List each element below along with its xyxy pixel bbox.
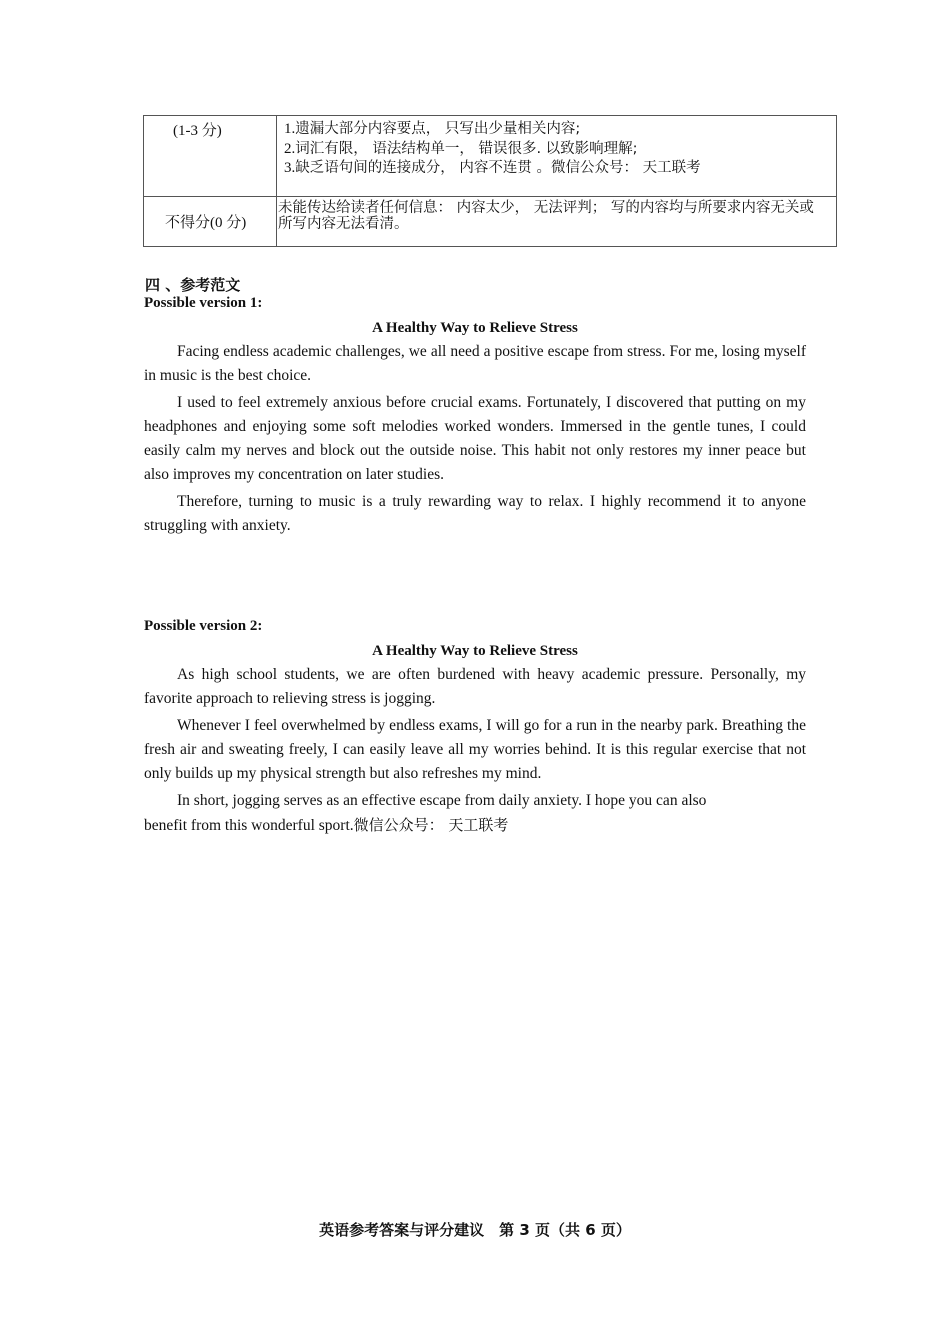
criterion-item: 1.遗漏大部分内容要点， 只写出少量相关内容; (284, 121, 581, 137)
essay-1-title: A Healthy Way to Relieve Stress (372, 320, 578, 336)
section-heading: 四 、参考范文 (145, 276, 241, 294)
essay-2-title: A Healthy Way to Relieve Stress (372, 643, 578, 659)
essay-paragraph: As high school students, we are often burdened with heavy academic pressure. Personally, my favorite approach to relieving stress is jogging. (144, 666, 806, 707)
version-1-label: Possible version 1: (144, 295, 263, 311)
score-level-0: 不得分(0 分) (165, 215, 247, 231)
page-footer: 英语参考答案与评分建议 第 3 页（共 6 页） (319, 1221, 631, 1239)
essay-paragraph (144, 789, 806, 838)
essay-2-body (144, 663, 806, 838)
table-row (144, 116, 837, 197)
score-level-cell (144, 116, 277, 197)
score-description-cell (277, 116, 837, 197)
criteria-list (277, 116, 836, 179)
essay-1-body (144, 340, 806, 541)
zero-score-description: 未能传达给读者任何信息： 内容太少， 无法评判； 写的内容均与所要求内容无关或所写内容无法看清。 (278, 200, 814, 232)
score-level-1-3: (1-3 分) (173, 123, 222, 139)
essay-paragraph: Therefore, turning to music is a truly rewarding way to relax. I highly recommend it to anyone struggling with anxiety. (144, 493, 806, 534)
essay-paragraph: Whenever I feel overwhelmed by endless exams, I will go for a run in the nearby park. Breathing the fresh air and sweating freely, I can easily leave all my worries behind. It is this regular exercise that not only builds up my physical strength but also refreshes my mind. (144, 717, 806, 782)
score-description-cell (277, 197, 837, 247)
wechat-note: 微信公众号： 天工联考 (353, 816, 509, 834)
criterion-item: 2.词汇有限， 语法结构单一， 错误很多. 以致影响理解; (284, 140, 638, 157)
version-2-label: Possible version 2: (144, 618, 263, 634)
scoring-table (143, 115, 837, 247)
table-row (144, 197, 837, 247)
essay-paragraph: Facing endless academic challenges, we all need a positive escape from stress. For me, losing myself in music is the best choice. (144, 343, 806, 384)
score-level-cell (144, 197, 277, 247)
criterion-item: 3.缺乏语句间的连接成分， 内容不连贯 。微信公众号： 天工联考 (284, 160, 701, 176)
essay-line: benefit from this wonderful sport.微信公众号： 天工联考 (144, 816, 509, 834)
essay-paragraph: I used to feel extremely anxious before crucial exams. Fortunately, I discovered that putting on my headphones and enjoying some soft melodies worked wonders. Immersed in the gentle tunes, I could easily calm my nerves and block out the outside noise. This habit not only restores my inner peace but also improves my concentration on later studies. (144, 394, 806, 483)
essay-line: In short, jogging serves as an effective escape from daily anxiety. I hope you can also (177, 792, 707, 809)
